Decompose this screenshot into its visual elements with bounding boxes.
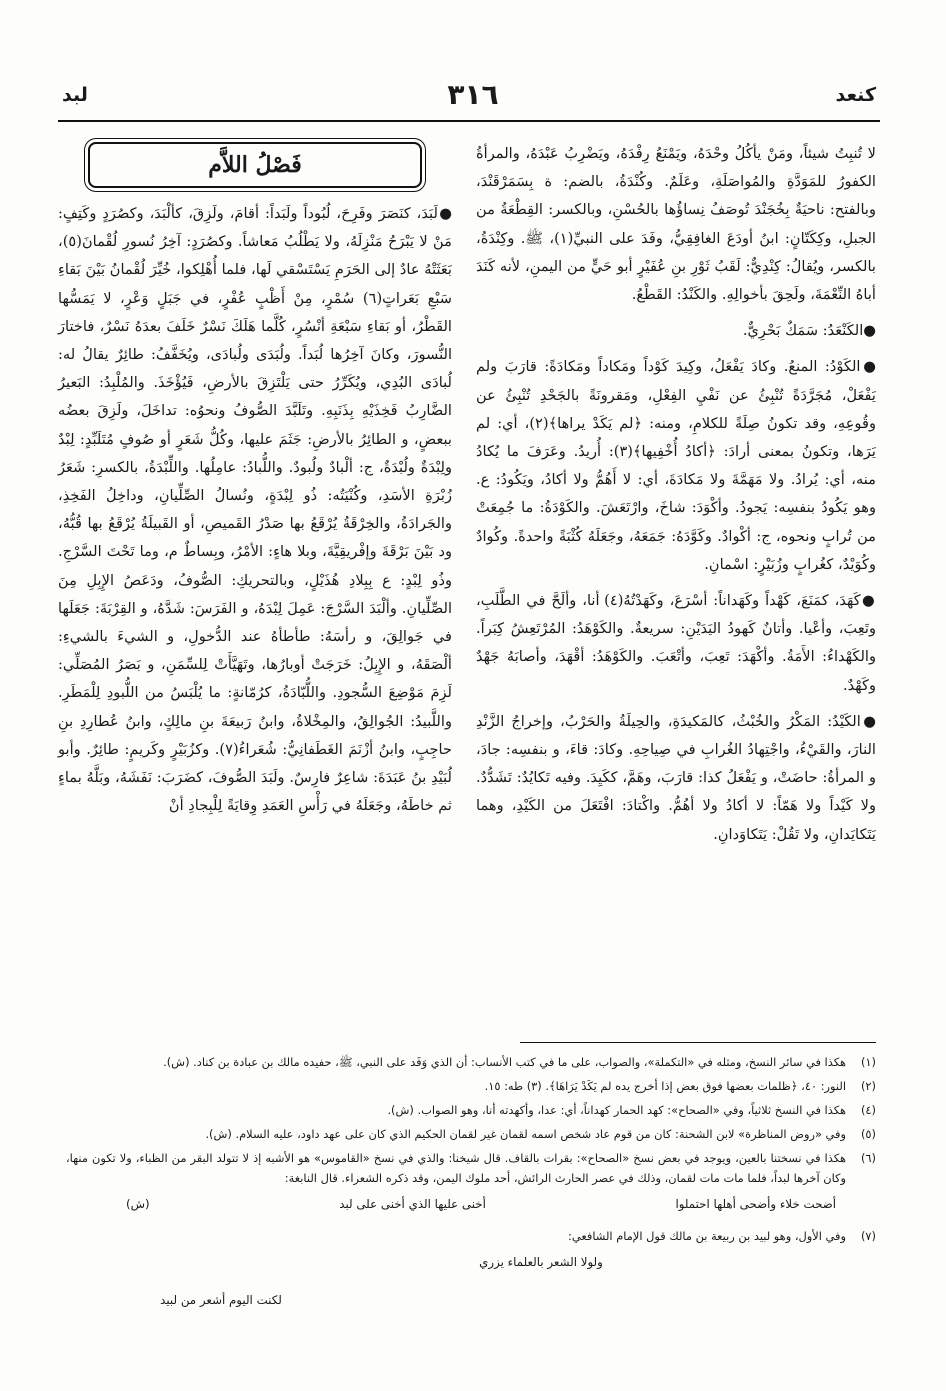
right-column (476, 140, 876, 857)
footnote-text: هكذا في سائر النسخ، ومثله في «التكملة»، والصواب، على ما في كتب الأنساب: أن الذي وَفَد على النبي، ﷺ، حفيده مالك بن عبادة بن كناد. (ش). (163, 1055, 846, 1069)
verse-line: لكنت اليوم أشعر من لبيد (160, 1293, 282, 1307)
header-entry-left: لبد (62, 84, 88, 106)
left-column (58, 136, 452, 828)
footnotes (66, 1052, 876, 1310)
footnote (66, 1124, 876, 1144)
footnote-number: (٢) (860, 1079, 876, 1093)
footnote (66, 1148, 876, 1188)
footnote (66, 1226, 876, 1246)
footnote-text: وفي الأول، وهو لبيد بن ربيعة بن مالك قول الإمام الشافعي: (568, 1229, 846, 1243)
footnote-text: هكذا في نسختنا بالعين، ويوجد في بعض نسخ «الصحاح»: بقرات بالقاف. قال شيخنا: والذي في نسخ «القاموس» هو الأشبه إذ لا تتولد البقر من الظباء، ولا تكون منها، وكان آخرها لبداً، فلما مات مات لقمان، وذلك في عصر الحارث الرائش، أحد ملوك اليمن، وقد ذكره الشعراء. قال النابغة: (66, 1151, 846, 1185)
footnote-number: (٧) (860, 1229, 876, 1243)
verse-line (66, 1192, 876, 1218)
footnote (66, 1052, 876, 1072)
header-entry-right: كنعد (835, 84, 876, 106)
footnote-number: (١) (860, 1055, 876, 1069)
page-number: ٣١٦ (447, 78, 499, 111)
footnote-number: (٤) (860, 1103, 876, 1117)
entry-paragraph: ●الكَنْعَدُ: سَمَكٌ بَحْرِيٌّ. (742, 322, 876, 340)
verse-hemistich: أضحت خلاء وأضحى أهلها احتملوا (675, 1197, 836, 1211)
entry-paragraph: ●الكَيْدُ: المَكْرُ والخُبْثُ، كالمَكيدَةِ، والحِيلَةُ والحَرْبُ، وإخراجُ الزَّنْدِ النارَ، والقَيْءُ، واجْتِهادُ الغُرابِ في صِياحِهِ. وكادَ: قاءَ، و بنفسِه: جادَ، و المرأةُ: حاضَتْ، و يَفْعَلُ كذا: قارَبَ، وهَمَّ، ككَيِدَ. وفيه تَكايُدٌ: تَشَدُّدٌ. ولا كَيْداً ولا هَمّاً: لا أكادُ ولا أهُمُّ. واكْتادَ: افْتَعَلَ من الكَيْدِ، وهما يَتَكايَدانِ، ولا تَقُلْ: يَتَكاوَدانِ. (476, 712, 876, 843)
footnote-text: هكذا في النسخ ثلاثياً، وفي «الصحاح»: كهد الحمار كهداناً، أي: عدا، وأكهدته أنا، وهو الصواب. (ش). (387, 1103, 846, 1117)
entry-paragraph: لا تُنبِتُ شيئاً، ومَنْ يأكُلُ وحْدَهُ، ويَمْنَعُ رِفْدَهُ، ويَضْرِبُ عَبْدَهُ، والمرأةُ الكفورُ للمَوَدَّةِ والمُواصَلَةِ، وعَلَمٌ. وكُنْدَةُ، بالضم: ة بِسَمَرْقَنْدَ، وبالفتح: ناحيَةٌ بِخُجَنْدَ تُوصَفُ نِساؤُها بالحُسْنِ، وبالكسر: القِطْعَةُ من الجبلِ، وكِكَتّانٍ: ابنُ أودَعَ الغافِقِيُّ، وفَدَ على النبيِّ(١)، ﷺ. وكِنْدَةُ، بالكسر، ويُقالُ: كِنْدِيٌّ: لَقَبُ ثَوْرِ بنِ عُفَيْرٍ أبو حَيٍّ من اليمنِ، لأنه كَنَدَ أباهُ النِّعْمَةَ، ولَحِقَ بأخوالِهِ. والكَنْدُ: القَطْعُ. (476, 145, 876, 304)
footnote-rule (520, 1042, 876, 1043)
verse-hemistich: أخنى عليها الذي أخنى على لبد (339, 1197, 486, 1211)
footnote (66, 1100, 876, 1120)
footnote-text: وفي «روض المناظرة» لابن الشحنة: كان من قوم عاد شخص اسمه لقمان غير لقمان الحكيم الذي كان على عهد داود، عليه السلام. (ش). (205, 1127, 846, 1141)
header-rule (58, 120, 880, 122)
footnote-text: النور: ٤٠، ﴿ظلمات بعضها فوق بعض إذا أخرج يده لم يَكَدْ يَرَاهَا﴾. (٣) طه: ١٥. (484, 1079, 846, 1093)
footnote-number: (٦) (860, 1151, 876, 1165)
footnote-number: (٥) (860, 1127, 876, 1141)
verse-line: ولولا الشعر بالعلماء يزري (479, 1255, 603, 1269)
entry-paragraph: ●لَبَدَ، كنَصَرَ وفَرِحَ، لُبُوداً ولَبَداً: أقامَ، ولَزِقَ، كألْبَدَ، وكصُرَدٍ وكَتِفٍ: مَنْ لا يَبْرَحُ مَنْزِلَهُ، ولا يَطْلُبُ مَعاشاً. وكصُرَدٍ: آخِرُ نُسورِ لُقْمانَ(٥)، بَعَثَتْهُ عادٌ إلى الحَرَمِ يَسْتَسْقي لَها، فلما أُهْلِكوا، خُيِّرَ لُقْمانُ بَيْنَ بَقاءِ سَبْعِ بَعَراتٍ(٦) سُمْرٍ، مِنْ أَظْبٍ عُفْرٍ، في جَبَلٍ وَعْرٍ، لا يَمَسُّها القَطْرُ، أو بَقاءِ سَبْعَةِ أنْسُرٍ، كُلَّما هَلَكَ نَسْرٌ خَلَفَ بعدَهُ نَسْرٌ، فاختارَ النُّسورَ، وكانَ آخِرُها لُبَداً. ولُبَدَى ولُبادَى، ويُخَفَّفُ: طائِرٌ يقالُ له: لُبادَى البُدِي، ويُكَرِّرُ حتى يَلْتَزِقَ بالأرضِ، فَيُؤْخَذَ. والمُلْبِدُ: البَعيرُ الضَّارِبُ فَخِذَيْهِ بِذَنَبِهِ. وتَلَبَّدَ الصُّوفُ ونحوُه: تداخَلَ، ولَزِقَ بعضُه ببعضٍ، و الطائِرُ بالأرضِ: جَثَمَ عليها، وكُلُّ شَعَرٍ أو صُوفٍ مُتَلَبِّدٍ: لِبْدٌ ولِبْدَةٌ ولُبْدَةٌ، ج: ألْبادٌ ولُبودٌ. واللُّبادُ: عامِلُها. واللِّبْدَةُ، بالكسرِ: شَعَرُ زُبْرَةِ الأسَدِ، وكُنْيَتُه: ذُو لِبْدَةٍ، ونُسالُ الصِّلِّيانِ، وداخِلُ الفَخِذِ، والجَرادَةُ، والخِرْقَةُ يُرْقَعُ بها صَدْرُ القَميصِ، أو القَبيلَةُ يُرْقَعُ بها قُبُّهُ، ود بَيْنَ بَرْقَةَ وإفْريقِيَّةَ، وبلا هاءٍ: الأمْرُ، وبِساطٌ م، وما تَحْتَ السَّرْجِ. وذُو لِبْدٍ: ع بِبِلادِ هُذَيْلٍ، وبالتحريكِ: الصُّوفُ، ودَعَصُ الإِبِلِ مِنَ الصِّلِّيانِ. وألْبَدَ السَّرْجَ: عَمِلَ لِبْدَهُ، و الفَرَسَ: شَدَّهُ، و القِرْبَةَ: جَعَلَها في جَوالِقَ، و رأسَهُ: طأطأهُ عند الدُّخولِ، و الشيءَ بالشيءِ: ألْصَقَهُ، و الإِبِلُ: خَرَجَتْ أوبارُها، وتَهَيَّأَتْ لِلسِّمَنِ، و بَصَرُ المُصَلِّي: لَزِمَ مَوْضِعَ السُّجودِ. واللُّبّادَةُ، كرُمّانةٍ: ما يُلْبَسُ من اللُّبودِ لِلْمَطَرِ. واللَّبيدُ: الجُوالِقُ، والمِخْلاةُ، وابنُ رَبيعَةَ بنِ مالِكٍ، وابنُ عُطارِدِ بنِ حاجِبٍ، وابنُ أزْنَمَ الغَطَفانِيُّ: شُعَراءُ(٧). وكزُبَيْرٍ وكَريمٍ: طائِرٌ. وأبو لُبَيْدِ بنُ عَبَدَةَ: شاعِرٌ فارِسٌ. ولَبَدَ الصُّوفَ، كضَرَبَ: نَفَشَهُ، وبَلَّهُ بماءٍ ثم خاطَهُ، وجَعَلَهُ في رَأْسِ العَمَدِ وِقايَةً لِلْبِجادِ أنْ (58, 205, 452, 815)
section-title: فَصْلُ اللاَّم (88, 142, 422, 188)
footnote (66, 1076, 876, 1096)
entry-paragraph: ●الكَوْدُ: المنعُ. وكادَ يَفْعَلُ، وكِيدَ كَوْداً ومَكاداً ومَكادَةً: قارَبَ ولم يَفْعَلْ، مُجَرَّدَةً تُنْبِئُ عن نَفْيِ الفِعْلِ، ومَقرونَةً بالجَحْدِ تُنْبِئُ عن وقُوعِهِ، وقد تكونُ صِلَةً للكلامِ، ومنه: ﴿لم يَكَدْ يراها﴾(٢)، أي: لم يَرَها، وتكونُ بمعنى أرادَ: ﴿أكادُ أُخْفِيها﴾(٣): أُريدُ. وعَرَفَ ما يُكادُ منه، أي: يُرادُ. ولا مَهَمَّةَ ولا مَكادَةَ، أي: لا أَهُمُّ ولا أكادُ، ويَكُودُ: ع. وهو يَكُودُ بنفسِه: يَجودُ. وأكْوَدَ: شاخَ، وارْتَعَشَ. والكَوْدَةُ: ما جُمِعَتْ من تُرابٍ ونحوه، ج: أكْوادٌ. وكَوَّدَهُ: جَمَعَهُ، وجَعَلَهُ كُثْبَةً واحدةً. وكُوادٌ وكُوَيْدٌ، كغُرابٍ وزُبَيْرٍ: اسْمانِ. (476, 358, 876, 573)
entry-paragraph: ●كَهَدَ، كمَنَعَ، كَهْداً وكَهَداناً: أسْرَعَ، وكَهَدْتُهُ(٤) أنا، وألَحَّ في الطَّلَبِ، وتَعِبَ، وأعْيا. وأتانٌ كَهودُ اليَدَيْنِ: سريعةٌ. والكَوْهَدُ: المُرْتَعِشُ كِبَراً. والكَهْداءُ: الأَمَةُ. وأكْهَدَ: تَعِبَ، وأتْعَبَ. والكَوْهَدُ: أقْهَدَ، وأصابَهُ جَهْدٌ وكَهْدٌ. (476, 592, 876, 694)
verse-mark: (ش) (126, 1197, 150, 1211)
